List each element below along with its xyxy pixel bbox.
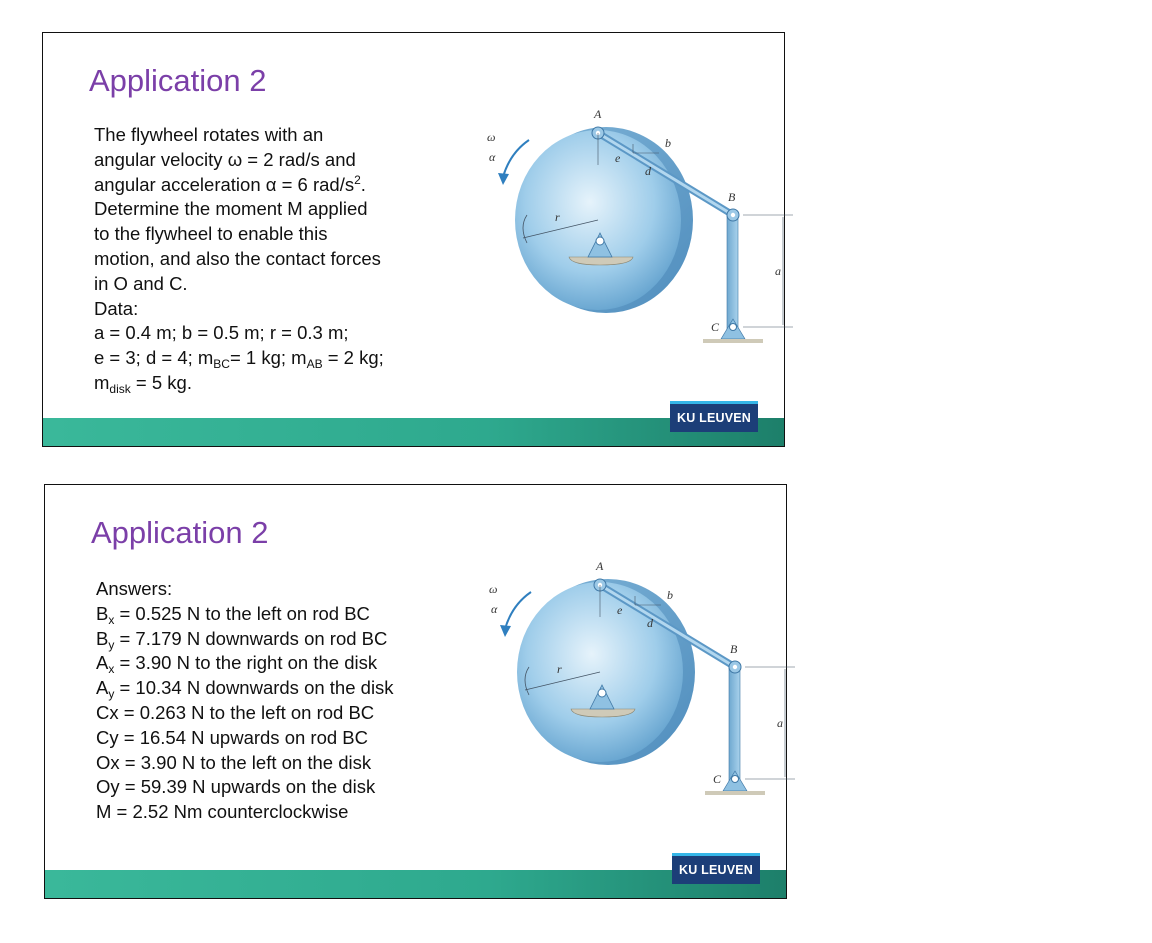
label-b: b <box>665 136 671 150</box>
problem-text <box>94 123 439 396</box>
text-line: in O and C. <box>94 272 188 294</box>
text-line: Determine the moment M applied <box>94 198 368 220</box>
text-line: to the flywheel to enable this <box>94 223 328 245</box>
label-c-point: C <box>713 772 722 786</box>
slide-title: Application 2 <box>91 515 269 550</box>
slide-2 <box>44 484 787 899</box>
label-r: r <box>557 662 562 676</box>
label-alpha: α <box>491 602 498 616</box>
answer-line: Cx = 0.263 N to the left on rod BC <box>96 701 375 723</box>
answer-line: $A_x = 3.90$ N to the right on the disk <box>96 652 378 677</box>
answer-line: Cy = 16.54 N upwards on rod BC <box>96 726 368 748</box>
label-omega: ω <box>487 130 496 144</box>
answer-line: $A_y = 10.34$ N downwards on the disk <box>96 677 394 702</box>
angular-velocity-arrow <box>503 140 529 177</box>
label-a-dim: a <box>777 716 783 730</box>
answer-line: $B_y = 7.179$ N downwards on rod BC <box>96 627 388 652</box>
slide-1 <box>42 32 785 447</box>
label-d: d <box>645 164 651 178</box>
answer-line: Oy = 59.39 N upwards on the disk <box>96 776 376 798</box>
label-a-point: A <box>596 559 604 573</box>
label-a-point: A <box>594 107 602 121</box>
flywheel-diagram <box>437 557 783 792</box>
rod-bc <box>729 667 740 783</box>
answer-line: Ox = 3.90 N to the left on the disk <box>96 751 372 773</box>
angular-velocity-arrow <box>505 592 531 629</box>
label-r: r <box>555 210 560 224</box>
answer-line: M = 2.52 Nm counterclockwise <box>96 801 349 823</box>
answer-line: $B_x = 0.525$ N to the left on rod BC <box>96 602 370 627</box>
ku-leuven-logo: KU LEUVEN <box>672 853 760 884</box>
text-line: motion, and also the contact forces <box>94 247 381 269</box>
answers-label: Answers: <box>96 578 173 599</box>
rod-bc <box>727 215 738 331</box>
label-a-dim: a <box>775 264 781 278</box>
slide-title: Application 2 <box>89 63 267 98</box>
text-line: The flywheel rotates with an <box>94 124 324 145</box>
ground-c <box>705 791 765 795</box>
text-line: angular acceleration α = 6 rad/$s^2$. <box>94 172 366 195</box>
label-e: e <box>615 151 621 165</box>
label-e: e <box>617 603 623 617</box>
flywheel-diagram <box>435 105 781 340</box>
label-b: b <box>667 588 673 602</box>
label-d: d <box>647 616 653 630</box>
text-line: angular velocity ω = 2 rad/s and <box>94 148 356 170</box>
data-label: Data: <box>94 297 139 319</box>
data-line: a = 0.4 m; b = 0.5 m; r = 0.3 m; <box>94 322 349 344</box>
label-c-point: C <box>711 320 720 334</box>
data-line: e = 3; d = 4; $m_{BC}= 1$ kg; $m_{AB} = 2$ kg; <box>94 347 384 372</box>
label-b-point: B <box>730 642 738 656</box>
ku-leuven-logo: KU LEUVEN <box>670 401 758 432</box>
answers-text <box>96 577 441 825</box>
ground-c <box>703 339 763 343</box>
data-line: $m_{disk} = 5$ kg. <box>94 371 192 396</box>
label-omega: ω <box>489 582 498 596</box>
label-alpha: α <box>489 150 496 164</box>
label-b-point: B <box>728 190 736 204</box>
